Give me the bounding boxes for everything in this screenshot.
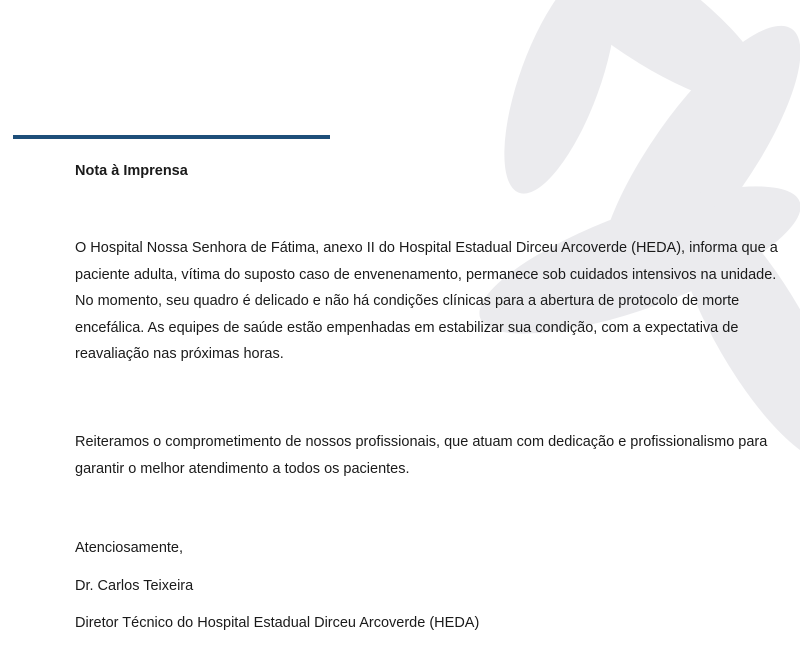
signer-title: Diretor Técnico do Hospital Estadual Dirceu Arcoverde (HEDA) (75, 615, 480, 631)
document-title: Nota à Imprensa (75, 163, 188, 179)
body-paragraph: O Hospital Nossa Senhora de Fátima, anexo II do Hospital Estadual Dirceu Arcoverde (HEDA), informa que a paciente adulta, vítima do suposto caso de envenenamento, permanece sob cuidados intensivos na unidade. No momento, seu quadro é delicado e não há condições clínicas para a abertura de protocolo de morte encefálica. As equipes de saúde estão empenhadas em estabilizar sua condição, com a expectativa de reavaliação nas próximas horas. (75, 240, 778, 362)
body-paragraph: Reiteramos o comprometimento de nossos profissionais, que atuam com dedicação e profissionalismo para garantir o melhor atendimento a todos os pacientes. (75, 434, 768, 477)
header-rule (13, 135, 330, 139)
closing-salutation: Atenciosamente, (75, 540, 184, 556)
signer-name: Dr. Carlos Teixeira (75, 578, 194, 594)
